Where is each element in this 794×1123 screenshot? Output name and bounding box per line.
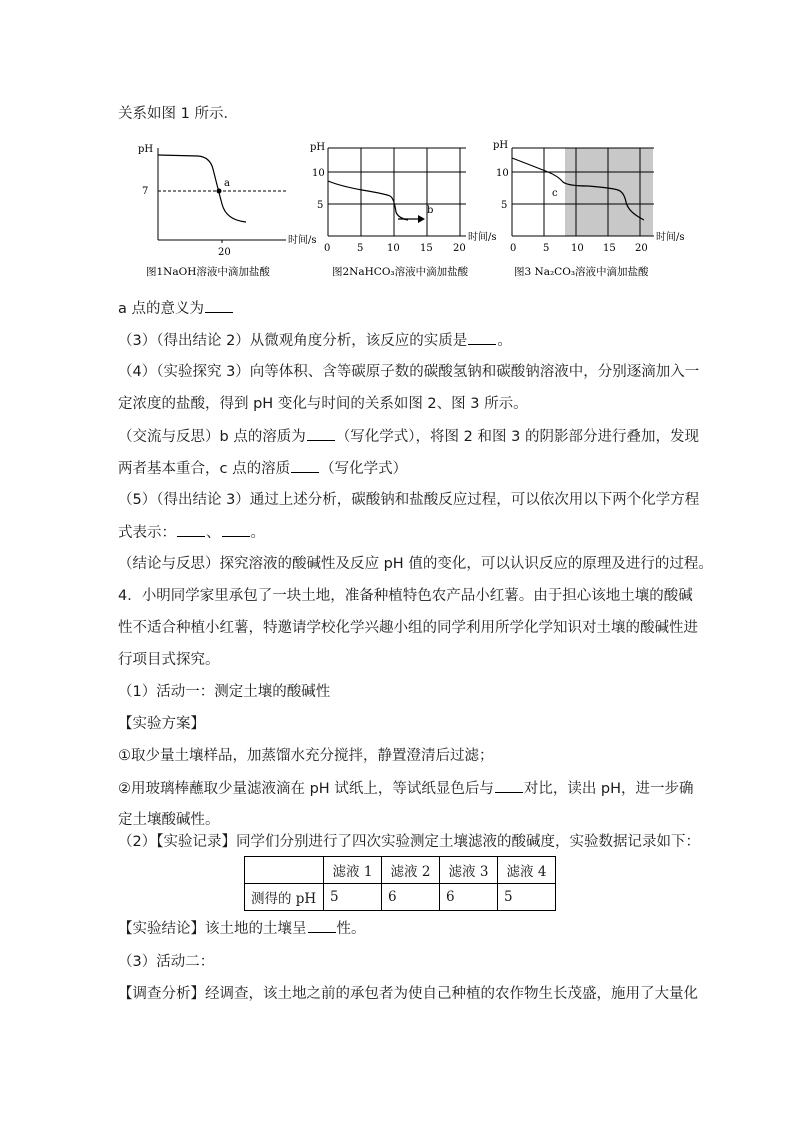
plan-step-2-cont: 定土壤酸碱性。 (118, 812, 220, 828)
fig3-xtick-15: 15 (603, 243, 616, 254)
answer-blank[interactable] (177, 522, 205, 537)
fig1-ytick: 7 (142, 186, 149, 197)
text: 对比，读出 pH，进一步确 (523, 781, 694, 797)
figure-3 (493, 140, 685, 278)
text: 式表示： (118, 525, 176, 541)
experiment-conclusion (118, 918, 366, 939)
fig1-xlabel: 时间/s (288, 235, 317, 246)
table-cell: 5 (498, 884, 556, 911)
text: （写化学式） (320, 461, 408, 477)
reflection-c-point (118, 458, 407, 479)
reflection-b-point (118, 426, 699, 447)
question-4-line2: 定浓度的盐酸，得到 pH 变化与时间的关系如图 2、图 3 所示。 (118, 396, 528, 412)
experiment-record-intro: （2）【实验记录】同学们分别进行了四次实验测定土壤滤液的酸碱度，实验数据记录如下： (118, 834, 700, 850)
fig2-xlabel: 时间/s (468, 232, 497, 243)
table-header-cell (245, 857, 324, 884)
text: 、 (206, 525, 221, 541)
fig1-point-label: a (224, 178, 230, 189)
fig3-ylabel: pH (493, 140, 509, 151)
table-header-cell: 滤液 1 (324, 857, 382, 884)
fig2-ytick-5: 5 (317, 200, 324, 211)
text: 性。 (336, 921, 366, 937)
answer-blank[interactable] (495, 778, 523, 793)
fig3-xlabel: 时间/s (656, 232, 685, 243)
question-4-intro-3: 行项目式探究。 (118, 652, 220, 668)
table-row (245, 884, 556, 911)
answer-blank[interactable] (205, 298, 233, 313)
text: 。 (497, 333, 512, 349)
figure-2 (310, 142, 497, 278)
intro-line: 关系如图 1 所示． (118, 106, 238, 122)
table-header-cell: 滤液 4 (498, 857, 556, 884)
question-4-line1: （4）（实验探究 3）向等体积、含等碳原子数的碳酸氢钠和碳酸钠溶液中，分别逐滴加入一 (118, 364, 700, 380)
fig2-xtick-20: 20 (453, 243, 466, 254)
answer-blank[interactable] (222, 522, 250, 537)
table-cell: 6 (440, 884, 498, 911)
conclusion-reflection: （结论与反思）探究溶液的酸碱性及反应 pH 值的变化，可以认识反应的原理及进行的过程。 (118, 556, 713, 572)
activity-2-heading: （3）活动二： (118, 954, 215, 970)
text: a 点的意义为 (118, 301, 204, 317)
question-4-intro-1: 4．小明同学家里承包了一块土地，准备种植特色农产品小红薯。由于担心该地土壤的酸碱 (118, 588, 693, 604)
fig3-caption: 图3 Na₂CO₃溶液中滴加盐酸 (514, 266, 649, 278)
experiment-plan-heading: 【实验方案】 (118, 716, 205, 732)
fig2-xtick-15: 15 (420, 243, 433, 254)
fig3-point-label: c (552, 188, 558, 199)
question-5-line2 (118, 522, 265, 543)
plan-step-1: ①取少量土壤样品，加蒸馏水充分搅拌，静置澄清后过滤； (118, 748, 494, 764)
plan-step-2 (118, 778, 694, 799)
figure-1 (138, 144, 317, 278)
fig2-xtick-0: 0 (324, 243, 331, 254)
fig3-xtick-5: 5 (543, 243, 550, 254)
fig1-xtick: 20 (218, 247, 231, 258)
fig2-caption: 图2NaHCO₃溶液中滴加盐酸 (332, 266, 469, 278)
fig2-point-label: b (427, 205, 434, 216)
table-cell: 6 (382, 884, 440, 911)
table-header-cell: 滤液 3 (440, 857, 498, 884)
text: （交流与反思）b 点的溶质为 (118, 429, 306, 445)
table-header-row (245, 857, 556, 884)
text: 。 (250, 525, 265, 541)
fig3-ytick-10: 10 (496, 168, 509, 179)
ph-record-table (244, 856, 556, 911)
fig1-ylabel: pH (138, 144, 154, 155)
activity-1-heading: （1）活动一：测定土壤的酸碱性 (118, 684, 331, 700)
text: 两者基本重合，c 点的溶质 (118, 461, 291, 477)
text: ②用玻璃棒蘸取少量滤液滴在 pH 试纸上，等试纸显色后与 (118, 781, 494, 797)
survey-analysis: 【调查分析】经调查，该土地之前的承包者为使自己种植的农作物生长茂盛，施用了大量化 (118, 986, 698, 1002)
table-row-label: 测得的 pH (245, 884, 324, 911)
fig1-caption: 图1NaOH溶液中滴加盐酸 (146, 266, 270, 278)
answer-blank[interactable] (468, 330, 496, 345)
answer-blank[interactable] (291, 458, 319, 473)
question-3 (118, 330, 512, 351)
answer-blank[interactable] (307, 426, 335, 441)
text: （3）（得出结论 2）从微观角度分析，该反应的实质是 (118, 333, 468, 349)
fig3-xtick-0: 0 (510, 243, 517, 254)
text: （写化学式），将图 2 和图 3 的阴影部分进行叠加，发现 (335, 429, 699, 445)
answer-blank[interactable] (308, 918, 336, 933)
fig2-xtick-10: 10 (387, 243, 400, 254)
text: 【实验结论】该土地的土壤呈 (118, 921, 307, 937)
table-header-cell: 滤液 2 (382, 857, 440, 884)
table-cell: 5 (324, 884, 382, 911)
question-4-intro-2: 性不适合种植小红薯，特邀请学校化学兴趣小组的同学利用所学化学知识对土壤的酸碱性进 (118, 620, 698, 636)
fig3-xtick-20: 20 (635, 243, 648, 254)
fig2-ytick-10: 10 (312, 168, 325, 179)
question-5-line1: （5）（得出结论 3）通过上述分析，碳酸钠和盐酸反应过程，可以依次用以下两个化学方程 (118, 492, 700, 508)
fig3-ytick-5: 5 (501, 200, 508, 211)
figures-row (118, 134, 698, 290)
fig2-xtick-5: 5 (357, 243, 364, 254)
fig3-xtick-10: 10 (571, 243, 584, 254)
question-a-meaning (118, 298, 234, 319)
fig2-ylabel: pH (310, 142, 326, 153)
